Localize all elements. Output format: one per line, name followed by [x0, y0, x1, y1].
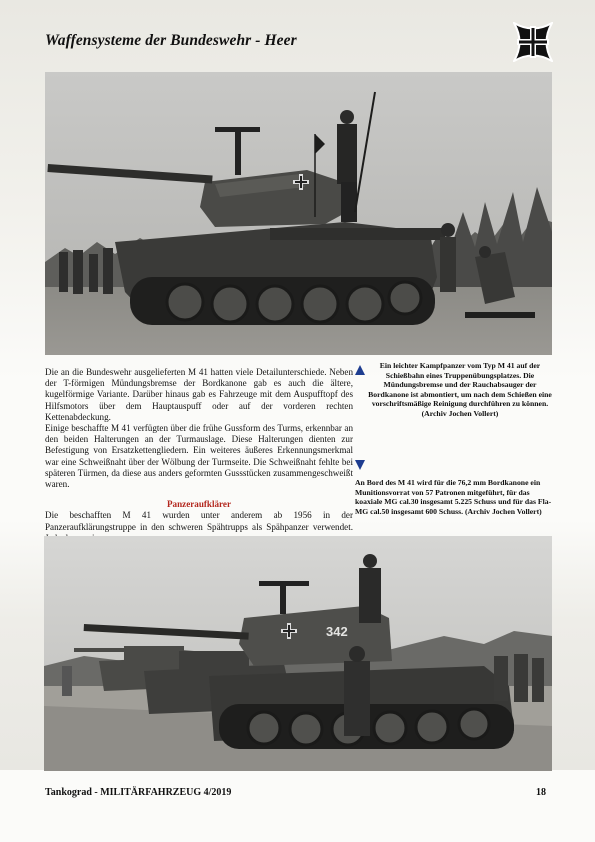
caption-top-photo — [355, 361, 553, 419]
triangle-up-icon — [355, 365, 365, 375]
iron-cross-icon — [513, 22, 553, 62]
caption-bottom-photo — [355, 478, 553, 516]
body-text-column — [45, 367, 353, 544]
caption-bottom-text: An Bord des M 41 wird für die 76,2 mm Bordkanone ein Munitionsvorrat von 57 Patronen mitgeführt, für das koaxiale MG cal.30 insgesamt 5.225 Schuss und für das Fla-MG cal.50 insgesamt 600 Schuss. (Archiv Jochen Vollert) — [355, 478, 552, 516]
turret-number: 342 — [326, 624, 348, 639]
photo-m41-tanks-lineup — [44, 536, 552, 771]
page-header-title: Waffensysteme der Bundeswehr - Heer — [45, 32, 297, 49]
paragraph-1: Die an die Bundeswehr ausgelieferten M 41 hatten viele Detailunterschiede. Neben der T-förmigen Mündungsbremse der Bordkanone gab es auch die ältere, kugelförmige Variante. Darüber hinaus gab es Fahrzeuge mit dem Auspufftopf des Hilfsmotors über dem Hauptauspuff oder auf der vorderen rechten Kettenabdeckung. — [45, 367, 353, 422]
caption-top-text: Ein leichter Kampfpanzer vom Typ M 41 auf der Schießbahn eines Truppenübungsplatzes. Die Mündungsbremse und der Rauchabsauger der Bordkanone ist abmontiert, um nach dem Schießen eine vorschriftsmäßige Reinigung durchführen zu können. (Archiv Jochen Vollert) — [368, 361, 552, 418]
section-subheading: Panzeraufklärer — [167, 499, 231, 510]
paragraph-2: Einige beschaffte M 41 verfügten über die frühe Gussform des Turms, erkennbar an den beiden Halterungen an der Turmauslage. Diese Halterungen dienten zur Befestigung von Ersatzkettengliedern. Ein weiteres äußeres Erkennungsmerkmal war eine Schweißnaht über der Wölbung der Turmseite. Die Schweißnaht fehlte bei späteren Türmen, da diese aus anders geformten Gussstücken zusammengeschweißt waren. — [45, 423, 353, 490]
triangle-down-icon — [355, 460, 365, 470]
photo-m41-tank-firing-range — [45, 72, 552, 355]
paragraph-3: Die beschafften M 41 wurden unter anderem ab 1956 in der Panzeraufklärungstruppe in den schweren Spähtrupps als Spähpanzer verwendet. — [45, 510, 353, 532]
footer-publication: Tankograd - MILITÄRFAHRZEUG 4/2019 — [45, 787, 232, 798]
page-number: 18 — [536, 787, 546, 798]
